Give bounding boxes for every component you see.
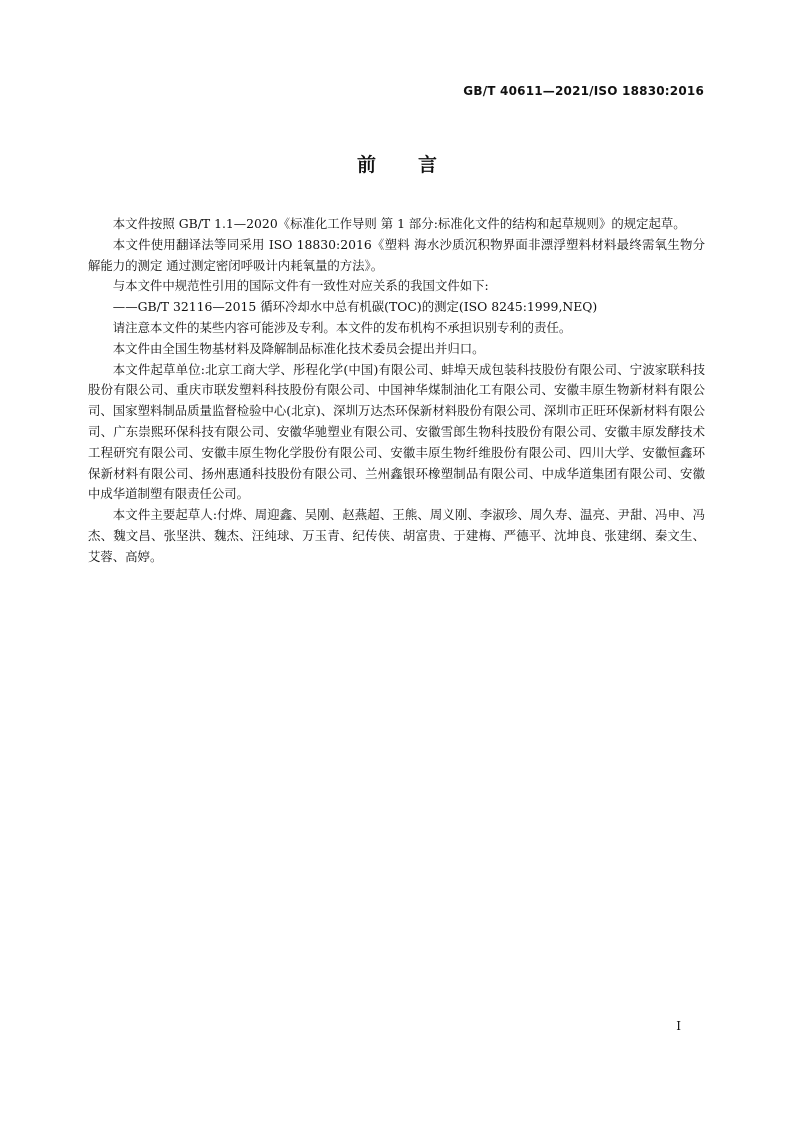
standard-number-header: GB/T 40611—2021/ISO 18830:2016 (463, 84, 704, 98)
page-title-char-1: 前 (356, 154, 376, 176)
foreword-body (88, 214, 705, 568)
paragraph-drafters: 本文件主要起草人:付烨、周迎鑫、吴刚、赵燕超、王熊、周义刚、李淑珍、周久寿、温亮、尹甜、冯申、冯杰、魏文昌、张坚洪、魏杰、汪纯球、万玉青、纪传侠、胡富贵、于建梅、严德平、沈坤良、张建纲、秦文生、艾蓉、高婷。 (88, 507, 705, 564)
paragraph-adoption: 本文件使用翻译法等同采用 ISO 18830:2016《塑料 海水沙质沉积物界面非漂浮塑料材料最终需氧生物分解能力的测定 通过测定密闭呼吸计内耗氧量的方法》。 (88, 236, 705, 273)
page-title (0, 150, 794, 177)
paragraph-reference-intro: 与本文件中规范性引用的国际文件有一致性对应关系的我国文件如下: (112, 278, 489, 294)
paragraph-drafting-units: 本文件起草单位:北京工商大学、彤程化学(中国)有限公司、蚌埠天成包装科技股份有限公司、宁波家联科技股份有限公司、重庆市联发塑料科技股份有限公司、中国神华煤制油化工有限公司、安徽丰原生物新材料有限公司、国家塑料制品质量监督检验中心(北京)、深圳万达杰环保新材料股份有限公司、深圳市正旺环保新材料有限公司、广东崇熙环保科技有限公司、安徽华驰塑业有限公司、安徽雪郎生物科技股份有限公司、安徽丰原发酵技术工程研究有限公司、安徽丰原生物化学股份有限公司、安徽丰原生物纤维股份有限公司、四川大学、安徽恒鑫环保新材料有限公司、扬州惠通科技股份有限公司、兰州鑫银环橡塑制品有限公司、中成华道集团有限公司、安徽中成华道制塑有限责任公司。 (88, 361, 705, 502)
paragraph-drafting-rules: 本文件按照 GB/T 1.1—2020《标准化工作导则 第 1 部分:标准化文件的结构和起草规则》的规定起草。 (112, 216, 686, 231)
paragraph-patent-notice: 请注意本文件的某些内容可能涉及专利。本文件的发布机构不承担识别专利的责任。 (112, 319, 572, 335)
paragraph-committee: 本文件由全国生物基材料及降解制品标准化技术委员会提出并归口。 (112, 340, 485, 356)
page-number: I (676, 1019, 681, 1033)
paragraph-reference-item: ——GB/T 32116—2015 循环冷却水中总有机碳(TOC)的测定(ISO 8245:1999,NEQ) (112, 299, 598, 315)
page-title-char-2: 言 (418, 154, 438, 176)
